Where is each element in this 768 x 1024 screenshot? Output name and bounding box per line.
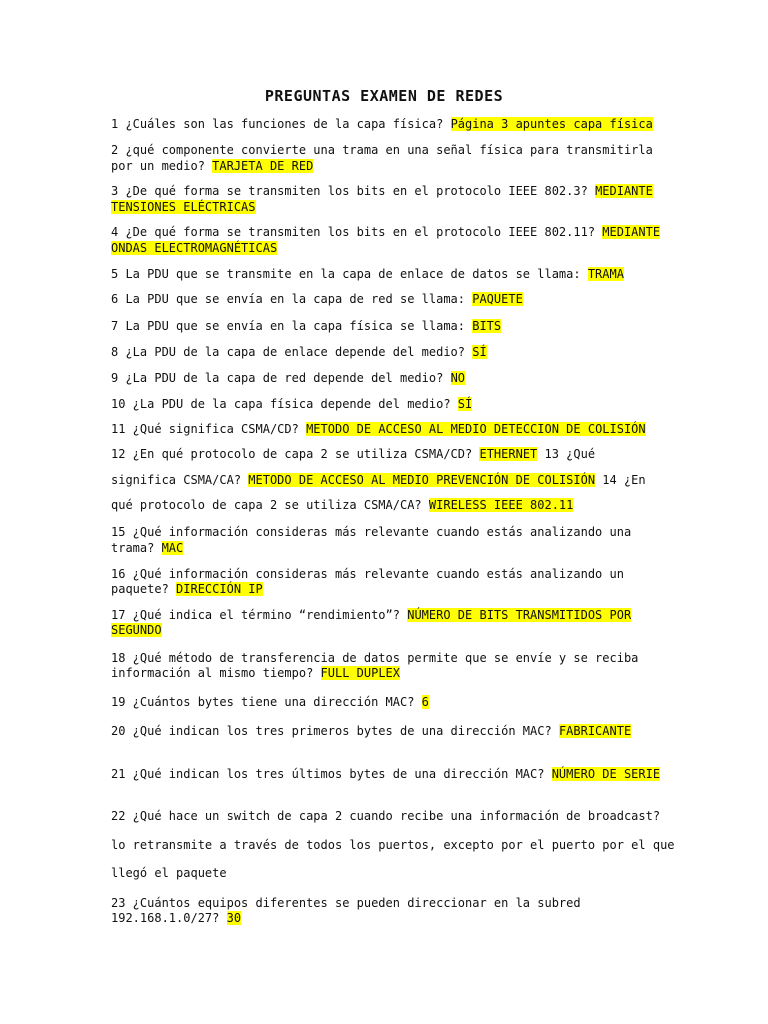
highlighted-answer: PAQUETE — [472, 292, 523, 306]
question-text: 14 ¿En — [595, 473, 646, 487]
text-line — [111, 622, 671, 638]
highlighted-answer: SÍ — [457, 397, 473, 411]
text-line — [111, 396, 671, 412]
text-line — [111, 766, 671, 782]
text-line — [111, 910, 671, 926]
question-text: 8 ¿La PDU de la capa de enlace depende del medio? — [111, 345, 473, 359]
question-text: qué protocolo de capa 2 se utiliza CSMA/CA? — [111, 498, 429, 512]
highlighted-answer: Página 3 apuntes capa física — [450, 117, 653, 131]
highlighted-answer: FULL DUPLEX — [320, 666, 400, 680]
highlighted-answer: TARJETA DE RED — [212, 159, 314, 173]
text-line — [111, 472, 671, 488]
text-line — [111, 581, 671, 597]
text-line — [111, 723, 671, 739]
question-text: 12 ¿En qué protocolo de capa 2 se utiliza CSMA/CD? — [111, 447, 480, 461]
text-line — [111, 224, 671, 240]
text-line — [111, 291, 671, 307]
question-text: 11 ¿Qué significa CSMA/CD? — [111, 422, 307, 436]
question-text: por un medio? — [111, 159, 213, 173]
highlighted-answer: SÍ — [472, 345, 487, 359]
question-text: lo retransmite a través de todos los puertos, excepto por el puerto por el que — [111, 838, 675, 852]
question-text: 15 ¿Qué información consideras más relevante cuando estás analizando una — [111, 525, 632, 539]
question-text: 7 La PDU que se envía en la capa física se llama: — [111, 319, 473, 333]
highlighted-answer: 30 — [226, 911, 242, 925]
highlighted-answer: SEGUNDO — [111, 623, 162, 637]
question-text: 1 ¿Cuáles son las funciones de la capa física? — [111, 117, 451, 131]
question-text: llegó el paquete — [111, 866, 227, 880]
text-line — [111, 566, 671, 582]
highlighted-answer: MEDIANTE — [602, 225, 661, 239]
question-text: paquete? — [111, 582, 177, 596]
highlighted-answer: METODO DE ACCESO AL MEDIO PREVENCIÓN DE COLISIÓN — [248, 473, 596, 487]
highlighted-answer: MAC — [161, 541, 184, 555]
text-line — [111, 497, 671, 513]
question-text: 6 La PDU que se envía en la capa de red se llama: — [111, 292, 473, 306]
highlighted-answer: NO — [450, 371, 466, 385]
highlighted-answer: TRAMA — [587, 267, 624, 281]
text-line — [111, 266, 671, 282]
highlighted-answer: ETHERNET — [479, 447, 538, 461]
text-line — [111, 318, 671, 334]
text-line — [111, 895, 671, 911]
question-text: 22 ¿Qué hace un switch de capa 2 cuando recibe una información de broadcast? — [111, 809, 661, 823]
question-text: 23 ¿Cuántos equipos diferentes se pueden direccionar en la subred — [111, 896, 581, 910]
question-text: 19 ¿Cuántos bytes tiene una dirección MAC? — [111, 695, 422, 709]
question-text: 3 ¿De qué forma se transmiten los bits en el protocolo IEEE 802.3? — [111, 184, 596, 198]
highlighted-answer: TENSIONES ELÉCTRICAS — [111, 200, 256, 214]
text-line — [111, 665, 671, 681]
question-text: 2 ¿qué componente convierte una trama en una señal física para transmitirla — [111, 143, 653, 157]
highlighted-answer: MEDIANTE — [595, 184, 653, 198]
text-line — [111, 344, 671, 360]
question-text: trama? — [111, 541, 162, 555]
text-line — [111, 650, 671, 666]
text-line — [111, 240, 671, 256]
question-text: 16 ¿Qué información consideras más relevante cuando estás analizando un — [111, 567, 624, 581]
question-text: 5 La PDU que se transmite en la capa de enlace de datos se llama: — [111, 267, 588, 281]
text-line — [111, 421, 671, 437]
text-line — [111, 865, 671, 881]
question-text: 18 ¿Qué método de transferencia de datos permite que se envíe y se reciba — [111, 651, 639, 665]
question-text: 10 ¿La PDU de la capa física depende del medio? — [111, 397, 458, 411]
text-line — [111, 370, 671, 386]
highlighted-answer: 6 — [421, 695, 429, 709]
text-line — [111, 808, 671, 824]
highlighted-answer: NÚMERO DE SERIE — [551, 767, 661, 781]
question-text: 21 ¿Qué indican los tres últimos bytes de una dirección MAC? — [111, 767, 552, 781]
document-title: PREGUNTAS EXAMEN DE REDES — [264, 87, 504, 105]
question-text: 4 ¿De qué forma se transmiten los bits en el protocolo IEEE 802.11? — [111, 225, 603, 239]
text-line — [111, 142, 671, 158]
question-text: 20 ¿Qué indican los tres primeros bytes de una dirección MAC? — [111, 724, 559, 738]
question-text: 17 ¿Qué indica el término “rendimiento”? — [111, 608, 408, 622]
question-text: 192.168.1.0/27? — [111, 911, 227, 925]
text-line — [111, 199, 671, 215]
text-line — [111, 524, 671, 540]
text-line — [111, 694, 671, 710]
question-text: significa CSMA/CA? — [111, 473, 249, 487]
text-line — [111, 116, 671, 132]
question-text: 9 ¿La PDU de la capa de red depende del medio? — [111, 371, 451, 385]
text-line — [111, 183, 671, 199]
highlighted-answer: ONDAS ELECTROMAGNÉTICAS — [111, 241, 278, 255]
highlighted-answer: WIRELESS IEEE 802.11 — [428, 498, 574, 512]
highlighted-answer: METODO DE ACCESO AL MEDIO DETECCION DE COLISIÓN — [306, 422, 646, 436]
highlighted-answer: NÚMERO DE BITS TRANSMITIDOS POR — [407, 608, 632, 622]
highlighted-answer: FABRICANTE — [558, 724, 632, 738]
text-line — [111, 446, 671, 462]
highlighted-answer: BITS — [472, 319, 502, 333]
highlighted-answer: DIRECCIÓN IP — [176, 582, 263, 596]
question-text: información al mismo tiempo? — [111, 666, 321, 680]
text-line — [111, 540, 671, 556]
text-line — [111, 837, 675, 853]
text-line — [111, 607, 671, 623]
text-line — [111, 158, 671, 174]
question-text: 13 ¿Qué — [537, 447, 596, 461]
